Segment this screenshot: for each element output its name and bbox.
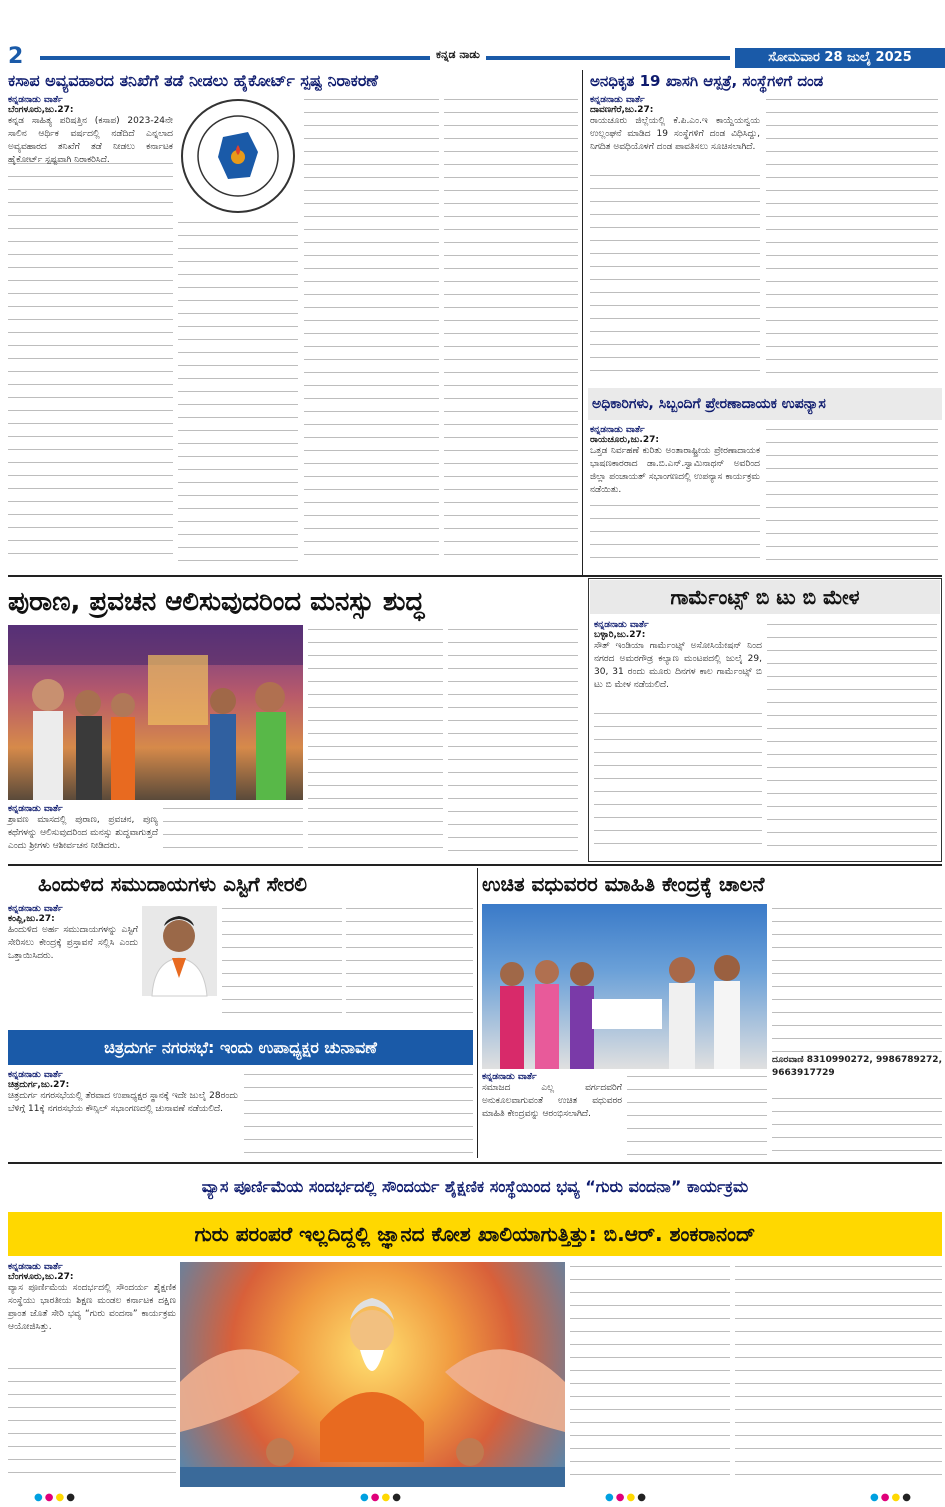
section-divider [8, 575, 942, 577]
guru-col-4 [735, 1262, 942, 1487]
garment-headline: ಗಾರ್ಮೆಂಟ್ಸ್ ಬಿ ಟು ಬಿ ಮೇಳ [670, 585, 860, 609]
hindulida-headline-wrap [8, 868, 473, 900]
upanyasa-dateline: ರಾಯಚೂರು,ಜು.27: [590, 435, 659, 445]
purana-col-1 [8, 804, 158, 856]
registration-marks-center-left: ●●●● [360, 1492, 403, 1503]
kasapa-col-2 [178, 218, 298, 563]
garment-byline: ಕನ್ನಡನಾಡು ವಾರ್ತೆ [594, 620, 649, 630]
vadhuvara-col-2 [627, 1072, 767, 1158]
guru-kicker: ವ್ಯಾಸ ಪೂರ್ಣಿಮೆಯ ಸಂದರ್ಭದಲ್ಲಿ ಸೌಂದರ್ಯ ಶೈಕ್ಷಣಿಕ ಸಂಸ್ಥೆಯಿಂದ ಭವ್ಯ “ಗುರು ವಂದನಾ” ಕಾರ್ಯಕ್ರಮ [201, 1177, 749, 1196]
chitradurga-byline: ಕನ್ನಡನಾಡು ವಾರ್ತೆ [8, 1070, 63, 1080]
kasapa-headline: ಕಸಾಪ ಅವ್ಯವಹಾರದ ತನಿಖೆಗೆ ತಡೆ ನೀಡಲು ಹೈಕೋರ್ಟ್ ಸ್ಪಷ್ಟ ನಿರಾಕರಣೆ [8, 71, 378, 90]
hindulida-col-3 [346, 904, 473, 1024]
kasapa-seal-icon [178, 97, 298, 215]
kasapa-byline: ಕನ್ನಡನಾಡು ವಾರ್ತೆ [8, 95, 63, 105]
column-divider [582, 70, 583, 575]
vadhuvara-col-3 [772, 904, 942, 1158]
guru-illustration [180, 1262, 565, 1487]
guru-col-3 [570, 1262, 730, 1487]
kasapa-col-3 [304, 95, 439, 565]
vadhuvara-contact: ದೂರವಾಣಿ 8310990272, 9986789272, 9663917729 [772, 1055, 942, 1078]
vadhuvara-lead: ಸಮಾಜದ ಎಲ್ಲ ವರ್ಗದವರಿಗೆ ಅನುಕೂಲವಾಗುವಂತೆ ಉಚಿತ ವಧುವರರ ಮಾಹಿತಿ ಕೇಂದ್ರವನ್ನು ಆರಂಭಿಸಲಾಗಿದೆ. [482, 1083, 622, 1119]
vadhuvara-photo [482, 904, 767, 1069]
vadhuvara-col-1 [482, 1072, 622, 1158]
chitradurga-dateline: ಚಿತ್ರದುರ್ಗ,ಜು.27: [8, 1080, 70, 1090]
hospitals-lead: ರಾಯಚೂರು ಜಿಲ್ಲೆಯಲ್ಲಿ ಕೆ.ಪಿ.ಎಂ.ಇ ಕಾಯ್ದೆಯನ್ವಯ ಉಲ್ಲಂಘನೆ ಮಾಡಿದ 19 ಸಂಸ್ಥೆಗಳಿಗೆ ದಂಡ ವಿಧಿಸಿದ್ದು, ನಿಗದಿತ ಅವಧಿಯೊಳಗೆ ದಂಡ ಪಾವತಿಸಲು ಸೂಚಿಸಲಾಗಿದೆ. [590, 116, 760, 152]
hindulida-byline: ಕನ್ನಡನಾಡು ವಾರ್ತೆ [8, 904, 63, 914]
guru-headline-wrap [8, 1212, 942, 1256]
hospitals-dateline: ದಾವಣಗೆರೆ,ಜು.27: [590, 105, 654, 115]
guru-lead: ವ್ಯಾಸ ಪೂರ್ಣಿಮೆಯ ಸಂದರ್ಭದಲ್ಲಿ ಸೌಂದರ್ಯ ಶೈಕ್ಷಣಿಕ ಸಂಸ್ಥೆಯು ಭಾರತೀಯ ಶಿಕ್ಷಣ ಮಂಡಲ ಕರ್ನಾಟಕ ದಕ್ಷಿಣ ಪ್ರಾಂತ ಜೊತೆ ಸೇರಿ ಭವ್ಯ “ಗುರು ವಂದನಾ” ಕಾರ್ಯಕ್ರಮ ಆಯೋಜಿಸಿತ್ತು. [8, 1283, 176, 1332]
upanyasa-col-1 [590, 425, 760, 570]
purana-byline: ಕನ್ನಡನಾಡು ವಾರ್ತೆ [8, 804, 63, 814]
kasapa-col-4 [444, 95, 578, 565]
purana-photo [8, 625, 303, 800]
upanyasa-col-2 [766, 425, 938, 570]
hospitals-col-2 [766, 95, 938, 385]
upanyasa-headline-wrap [588, 388, 942, 420]
vadhuvara-byline: ಕನ್ನಡನಾಡು ವಾರ್ತೆ [482, 1072, 537, 1082]
hospitals-headline: ಅನಧಿಕೃತ 19 ಖಾಸಗಿ ಆಸ್ಪತ್ರೆ, ಸಂಸ್ಥೆಗಳಿಗೆ ದಂಡ [590, 72, 824, 90]
hindulida-dateline: ಕಂಪ್ಲಿ,ಜು.27: [8, 914, 55, 924]
registration-marks-right: ●●●● [870, 1492, 913, 1503]
garment-lead: ಸೌತ್ ಇಂಡಿಯಾ ಗಾರ್ಮೆಂಟ್ಸ್ ಅಸೋಸಿಯೇಷನ್ ನಿಂದ ನಗರದ ಅಮರಗೌಡ್ರ ಕಲ್ಯಾಣ ಮಂಟಪದಲ್ಲಿ ಜುಲೈ 29, 30, 31 ರಂದು ಮೂರು ದಿನಗಳ ಕಾಲ ಗಾರ್ಮೆಂಟ್ಸ್ ಬಿ ಟು ಬಿ ಮೇಳ ನಡೆಯಲಿದೆ. [594, 641, 762, 690]
registration-marks-left: ●●●● [34, 1492, 77, 1503]
page-number: 2 [8, 44, 24, 69]
masthead-rule [40, 56, 730, 60]
kasapa-logo [178, 97, 298, 215]
masthead [0, 48, 945, 70]
guru-dateline: ಬೆಂಗಳೂರು,ಜು.27: [8, 1272, 74, 1282]
chitradurga-headline-wrap [8, 1030, 473, 1065]
guru-col-1 [8, 1262, 176, 1487]
garment-dateline: ಬಳ್ಳಾರಿ,ಜು.27: [594, 630, 646, 640]
guru-sage-icon [180, 1262, 565, 1487]
vadhuvara-headline: ಉಚಿತ ವಧುವರರ ಮಾಹಿತಿ ಕೇಂದ್ರಕ್ಕೆ ಚಾಲನೆ [482, 872, 765, 896]
upanyasa-headline: ಅಧಿಕಾರಿಗಳು, ಸಿಬ್ಬಂದಿಗೆ ಪ್ರೇರಣಾದಾಯಕ ಉಪನ್ಯಾಸ [592, 396, 826, 412]
registration-marks-center-right: ●●●● [605, 1492, 648, 1503]
column-divider-2 [477, 868, 478, 1158]
hindulida-col-1 [8, 904, 138, 1024]
purana-headline: ಪುರಾಣ, ಪ್ರವಚನ ಆಲಿಸುವುದರಿಂದ ಮನಸ್ಸು ಶುದ್ಧ [8, 587, 425, 617]
guru-headline: ಗುರು ಪರಂಪರೆ ಇಲ್ಲದಿದ್ದಲ್ಲಿ ಜ್ಞಾನದ ಕೋಶ ಖಾಲಿಯಾಗುತ್ತಿತ್ತು: ಬಿ.ಆರ್. ಶಂಕರಾನಂದ್ [194, 1222, 756, 1246]
hospitals-col-1 [590, 95, 760, 385]
chitradurga-lead: ಚಿತ್ರದುರ್ಗ ನಗರಸಭೆಯಲ್ಲಿ ತೆರವಾದ ಉಪಾಧ್ಯಕ್ಷರ ಸ್ಥಾನಕ್ಕೆ ಇದೇ ಜುಲೈ 28ರಂದು ಬೆಳಿಗ್ಗೆ 11ಕ್ಕೆ ನಗರಸಭೆಯ ಕೌನ್ಸಿಲ್ ಸಭಾಂಗಣದಲ್ಲಿ ಚುನಾವಣೆ ನಡೆಯಲಿದೆ. [8, 1091, 238, 1114]
section-divider-3 [8, 1162, 942, 1164]
guru-byline: ಕನ್ನಡನಾಡು ವಾರ್ತೆ [8, 1262, 63, 1272]
hindulida-portrait [142, 906, 217, 996]
hospitals-headline-wrap [590, 70, 942, 92]
garment-col-1 [594, 620, 762, 856]
issue-date: ಸೋಮವಾರ 28 ಜುಲೈ 2025 [735, 48, 945, 68]
hospitals-byline: ಕನ್ನಡನಾಡು ವಾರ್ತೆ [590, 95, 645, 105]
purana-col-2 [308, 625, 443, 800]
purana-col-1b [163, 804, 303, 856]
section-divider-2 [8, 864, 942, 866]
kasapa-col-1 [8, 95, 173, 565]
hindulida-lead: ಹಿಂದುಳಿದ ಅರ್ಹ ಸಮುದಾಯಗಳನ್ನು ಎಸ್ಟಿಗೆ ಸೇರಿಸಲು ಕೇಂದ್ರಕ್ಕೆ ಪ್ರಸ್ತಾವನೆ ಸಲ್ಲಿಸಿ ಎಂದು ಒತ್ತಾಯಿಸಿದರು. [8, 925, 138, 961]
purana-lead: ಶ್ರಾವಣ ಮಾಸದಲ್ಲಿ ಪುರಾಣ, ಪ್ರವಚನ, ಪುಣ್ಯ ಕಥೆಗಳನ್ನು ಆಲಿಸುವುದರಿಂದ ಮನಸ್ಸು ಶುದ್ಧವಾಗುತ್ತದೆ ಎಂದು ಶ್ರೀಗಳು ಆಶೀರ್ವಚನ ನೀಡಿದರು. [8, 815, 158, 851]
purana-col-2b [308, 804, 443, 856]
kasapa-lead: ಕನ್ನಡ ಸಾಹಿತ್ಯ ಪರಿಷತ್ತಿನ (ಕಸಾಪ) 2023-24ನೇ ಸಾಲಿನ ಆರ್ಥಿಕ ವರ್ಷದಲ್ಲಿ ನಡೆದಿದೆ ಎನ್ನಲಾದ ಅವ್ಯವಹಾರದ ತನಿಖೆಗೆ ತಡೆ ನೀಡಲು ಕರ್ನಾಟಕ ಹೈಕೋರ್ಟ್ ಸ್ಪಷ್ಟವಾಗಿ ನಿರಾಕರಿಸಿದೆ. [8, 116, 173, 165]
vadhuvara-headline-wrap [482, 868, 942, 900]
hindulida-headline: ಹಿಂದುಳಿದ ಸಮುದಾಯಗಳು ಎಸ್ಟಿಗೆ ಸೇರಲಿ [38, 872, 308, 896]
upanyasa-lead: ಒತ್ತಡ ನಿರ್ವಹಣೆ ಕುರಿತು ಅಂತಾರಾಷ್ಟ್ರೀಯ ಪ್ರೇರಣಾದಾಯಕ ಭಾಷಣಕಾರರಾದ ಡಾ.ಬಿ.ಎನ್.ಸ್ವಾಮಿನಾಥನ್ ಅವರಿಂದ ಜಿಲ್ಲಾ ಪಂಚಾಯತ್ ಸಭಾಂಗಣದಲ್ಲಿ ಉಪನ್ಯಾಸ ಕಾರ್ಯಕ್ರಮ ನಡೆಯಿತು. [590, 446, 760, 495]
chitradurga-col-1 [8, 1070, 238, 1158]
chitradurga-col-2 [244, 1070, 473, 1158]
kasapa-headline-wrap [8, 70, 578, 92]
hindulida-col-2 [222, 904, 342, 1024]
kasapa-dateline: ಬೆಂಗಳೂರು,ಜು.27: [8, 105, 74, 115]
upanyasa-byline: ಕನ್ನಡನಾಡು ವಾರ್ತೆ [590, 425, 645, 435]
garment-col-2 [767, 620, 937, 856]
guru-kicker-wrap [8, 1168, 942, 1206]
garment-headline-wrap [590, 580, 940, 614]
purana-col-3 [448, 625, 578, 855]
chitradurga-headline: ಚಿತ್ರದುರ್ಗ ನಗರಸಭೆ: ಇಂದು ಉಪಾಧ್ಯಕ್ಷರ ಚುನಾವಣೆ [104, 1038, 377, 1057]
paper-name: ಕನ್ನಡ ನಾಡು [430, 48, 486, 62]
purana-headline-wrap [8, 582, 583, 622]
